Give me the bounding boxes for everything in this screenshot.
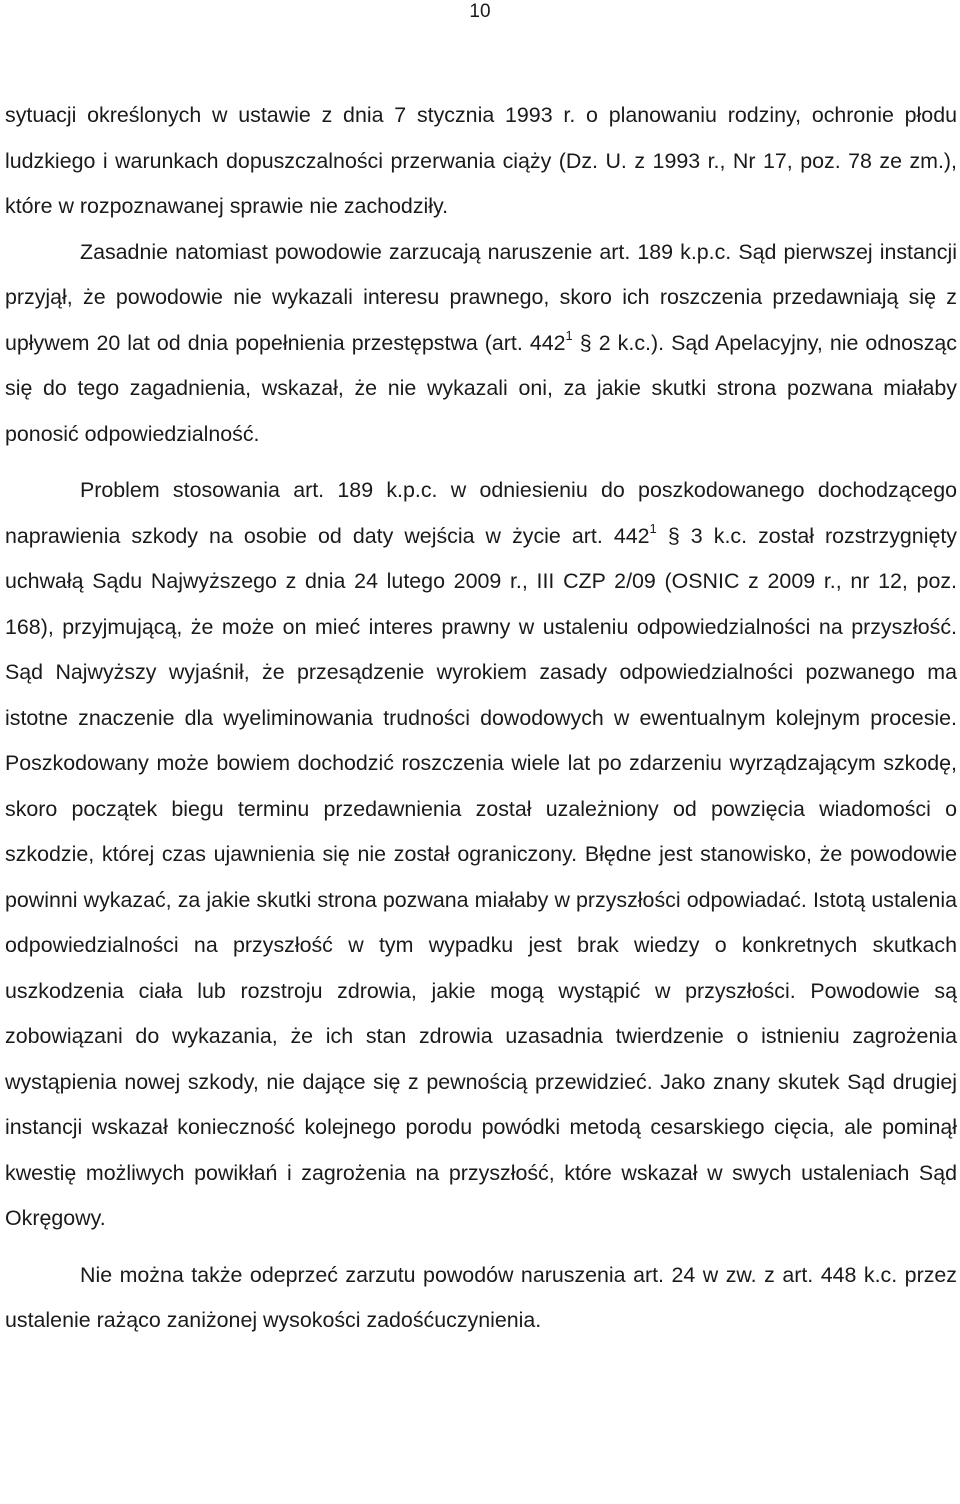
paragraph-4 <box>5 1253 957 1344</box>
paragraph-3-text-b: § 3 k.c. został rozstrzygnięty uchwałą Sądu Najwyższego z dnia 24 lutego 2009 r., III CZP 2/09 (OSNIC z 2009 r., nr 12, poz. 168), przyjmującą, że może on mieć interes prawny w ustaleniu odpowiedzialności na przyszłość. Sąd Najwyższy wyjaśnił, że przesądzenie wyrokiem zasady odpowiedzialności pozwanego ma istotne znaczenie dla wyeliminowania trudności dowodowych w ewentualnym kolejnym procesie. Poszkodowany może bowiem dochodzić roszczenia wiele lat po zdarzeniu wyrządzającym szkodę, skoro początek biegu terminu przedawnienia został uzależniony od powzięcia wiadomości o szkodzie, której czas ujawnienia się nie został ograniczony. Błędne jest stanowisko, że powodowie powinni wykazać, za jakie skutki strona pozwana miałaby w przyszłości odpowiadać. Istotą ustalenia odpowiedzialności na przyszłość w tym wypadku jest brak wiedzy o konkretnych skutkach uszkodzenia ciała lub rozstroju zdrowia, jakie mogą wystąpić w przyszłości. Powodowie są zobowiązani do wykazania, że ich stan zdrowia uzasadnia twierdzenie o istnieniu zagrożenia wystąpienia nowej szkody, nie dające się z pewnością przewidzieć. Jako znany skutek Sąd drugiej instancji wskazał konieczność kolejnego porodu powódki metodą cesarskiego cięcia, ale pominął kwestię możliwych powikłań i zagrożenia na przyszłość, które wskazał w swych ustaleniach Sąd Okręgowy. <box>5 523 957 1230</box>
paragraph-2 <box>5 230 957 458</box>
paragraph-1 <box>5 93 957 230</box>
paragraph-2-text-b: § 2 k.c.). Sąd Apelacyjny, nie odnosząc się do tego zagadnienia, wskazał, że nie wykazali oni, za jakie skutki strona pozwana miałaby ponosić odpowiedzialność. <box>5 330 957 446</box>
paragraph-3-text-a: Problem stosowania art. 189 k.p.c. w odniesieniu do poszkodowanego dochodzącego naprawienia szkody na osobie od daty wejścia w życie art. 442 <box>5 478 957 548</box>
superscript-index: 1 <box>565 328 573 344</box>
paragraph-3 <box>5 468 957 1242</box>
paragraph-1-text: sytuacji określonych w ustawie z dnia 7 stycznia 1993 r. o planowaniu rodziny, ochronie płodu ludzkiego i warunkach dopuszczalności przerwania ciąży (Dz. U. z 1993 r., Nr 17, poz. 78 ze zm.), które w rozpoznawanej sprawie nie zachodziły. <box>5 103 957 218</box>
paragraph-2-text-a: Zasadnie natomiast powodowie zarzucają naruszenie art. 189 k.p.c. Sąd pierwszej instancji przyjął, że powodowie nie wykazali interesu prawnego, skoro ich roszczenia przedawniają się z upływem 20 lat od dnia popełnienia przestępstwa (art. 442 <box>5 239 957 355</box>
document-body <box>5 93 957 1344</box>
superscript-index: 1 <box>649 521 657 537</box>
paragraph-4-text: Nie można także odeprzeć zarzutu powodów naruszenia art. 24 w zw. z art. 448 k.c. przez ustalenie rażąco zaniżonej wysokości zadośćuczynienia. <box>5 1262 957 1332</box>
page-number: 10 <box>469 1 491 22</box>
